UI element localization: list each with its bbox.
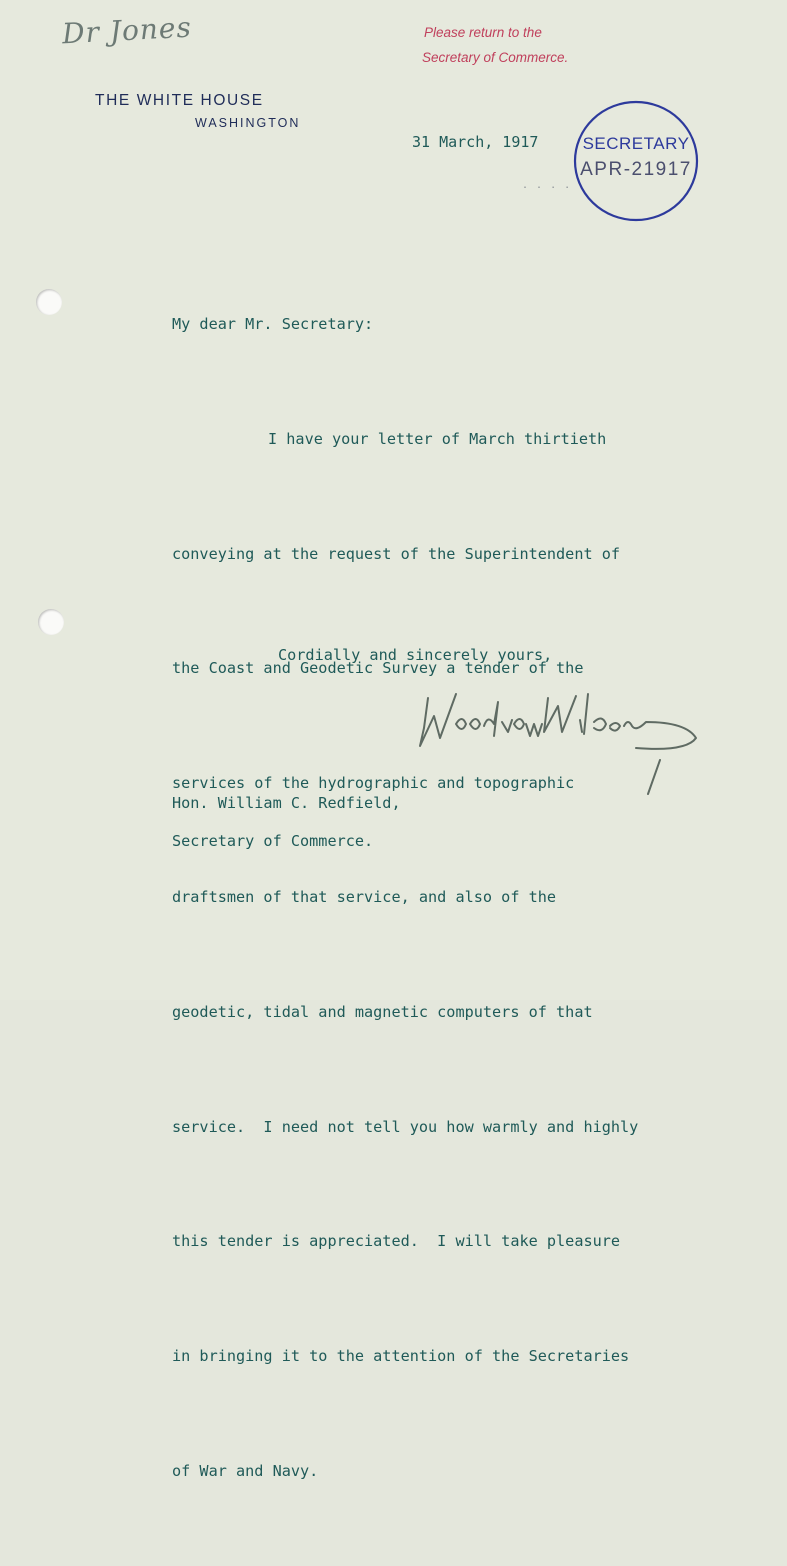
letterhead-title: THE WHITE HOUSE bbox=[95, 92, 264, 109]
body-line: I have your letter of March thirtieth bbox=[268, 430, 607, 449]
received-stamp-label: SECRETARY bbox=[582, 134, 690, 153]
body-line: service. I need not tell you how warmly and highly bbox=[172, 1117, 639, 1136]
return-stamp bbox=[424, 20, 568, 70]
punch-hole bbox=[36, 289, 62, 315]
signature-graphic bbox=[398, 676, 708, 826]
closing: Cordially and sincerely yours, bbox=[278, 646, 553, 664]
letterhead bbox=[95, 92, 300, 130]
body-line: draftsmen of that service, and also of the bbox=[172, 888, 557, 907]
body-line: geodetic, tidal and magnetic computers of that bbox=[172, 1003, 593, 1022]
received-stamp-date: APR-21917 bbox=[580, 159, 692, 180]
body-line: in bringing it to the attention of the Secretaries bbox=[172, 1346, 630, 1365]
body-line: conveying at the request of the Superintendent of bbox=[172, 544, 621, 563]
signature bbox=[398, 676, 708, 826]
received-stamp-graphic bbox=[572, 99, 700, 223]
faint-mark: . . . . bbox=[522, 180, 572, 191]
body-line: the Coast and Geodetic Survey a tender of the bbox=[172, 659, 584, 678]
recipient-name: Hon. William C. Redfield, bbox=[172, 794, 401, 812]
return-stamp-line: Secretary of Commerce. bbox=[422, 50, 569, 65]
handwritten-note: Dr Jones bbox=[61, 10, 193, 51]
letterhead-city: WASHINGTON bbox=[195, 116, 301, 130]
recipient-block bbox=[172, 784, 401, 860]
received-stamp bbox=[572, 99, 700, 223]
body-line: this tender is appreciated. I will take pleasure bbox=[172, 1232, 621, 1251]
letter-body bbox=[172, 229, 638, 1566]
body-line: services of the hydrographic and topographic bbox=[172, 773, 575, 792]
salutation: My dear Mr. Secretary: bbox=[172, 315, 374, 334]
recipient-title: Secretary of Commerce. bbox=[172, 832, 374, 850]
punch-hole bbox=[38, 609, 64, 635]
return-stamp-line: Please return to the bbox=[424, 25, 542, 40]
letter-date: 31 March, 1917 bbox=[412, 133, 539, 151]
body-line: of War and Navy. bbox=[172, 1461, 319, 1480]
